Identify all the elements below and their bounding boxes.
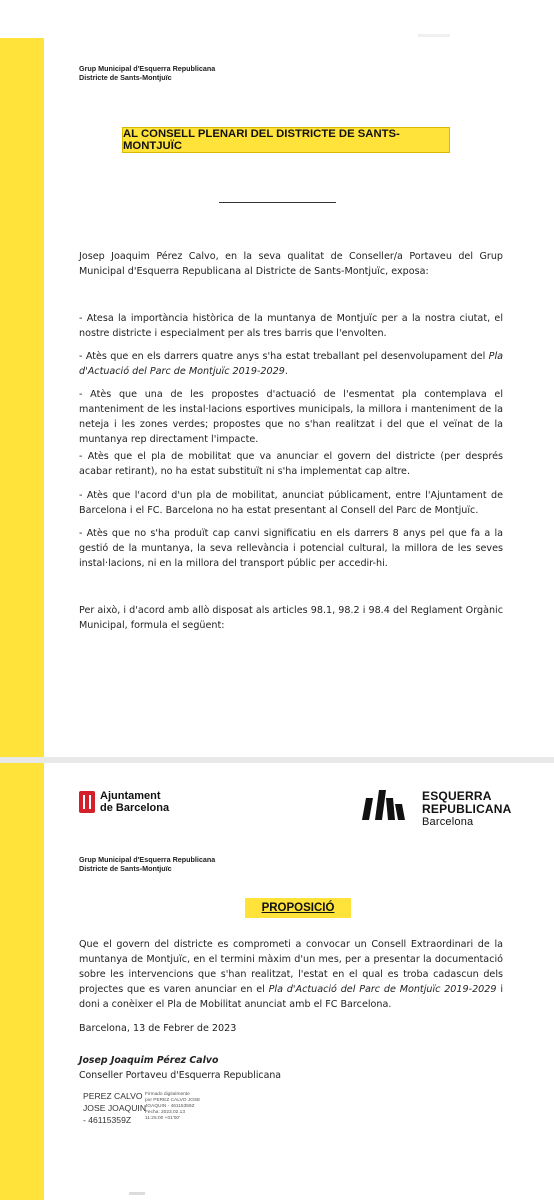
- erc-name-line1: ESQUERRA: [422, 789, 492, 803]
- exposition-item-5: - Atès que l'acord d'un pla de mobilitat, anunciat públicament, entre l'Ajuntament de Barcelona i el FC. Barcelona no ha estat presentant al Consell del Parc de Montjuïc.: [79, 490, 503, 516]
- group-name: Grup Municipal d'Esquerra Republicana: [79, 855, 216, 864]
- closing-paragraph: Per això, i d'acord amb allò disposat als articles 98.1, 98.2 i 98.4 del Reglament Orgànic Municipal, formula el següent:: [79, 605, 503, 631]
- signer-name: Josep Joaquim Pérez Calvo: [79, 1055, 219, 1066]
- scan-mark: [418, 34, 450, 37]
- digital-signature-name: PEREZ CALVO JOSE JOAQUIN - 46115359Z: [83, 1091, 147, 1125]
- erc-city: Barcelona: [422, 816, 474, 828]
- exposition-item-3: - Atès que una de les propostes d'actuació de l'esmentat pla contemplava el manteniment de les instal·lacions esportives municipals, la millora i manteniment de la neteja i les zones verdes; propostes que no s'han realitzat i del que el veïnat de la muntanya rep directament l'impacte.: [79, 389, 503, 445]
- group-name: Grup Municipal d'Esquerra Republicana: [79, 64, 216, 73]
- ajuntament-name: Ajuntament: [100, 790, 161, 802]
- group-header: [79, 64, 215, 82]
- separator-line: [219, 202, 336, 203]
- exposition-item-2: - Atès que en els darrers quatre anys s'ha estat treballant pel desenvolupament del Pla d'Actuació del Parc de Montjuïc 2019-2029.: [79, 351, 503, 377]
- exposition-item-1: - Atesa la importància històrica de la muntanya de Montjuïc per a la nostra ciutat, el nostre districte i especialment per als tres barris que l'envolten.: [79, 313, 503, 339]
- digital-signature-details: Firmado digitalmente por PEREZ CALVO JOSE JOAQUIN - 46115359Z Fecha: 2023.02.13 11:25:00 +01'00': [145, 1092, 201, 1121]
- addressee-title: AL CONSELL PLENARI DEL DISTRICTE DE SANTS-MONTJUÏC: [122, 127, 450, 153]
- proposal-heading: PROPOSICIÓ: [245, 898, 351, 918]
- ajuntament-emblem-icon: [79, 791, 95, 813]
- district-name: Districte de Sants-Montjuïc: [79, 864, 172, 873]
- intro-paragraph: Josep Joaquim Pérez Calvo, en la seva qualitat de Conseller/a Portaveu del Grup Municipal d'Esquerra Republicana al Districte de Sants-Montjuïc, exposa:: [79, 251, 503, 277]
- plan-name: Pla d'Actuació del Parc de Montjuïc 2019-2029: [79, 351, 503, 377]
- erc-flag-icon: [362, 790, 412, 820]
- exposition-item-6: - Atès que no s'ha produït cap canvi significatiu en els darrers 8 anys pel que fa a la gestió de la muntanya, la seva rellevància i potencial cultural, la millora de les seves instal·lacions, ni en la millora del transport públic per accedir-hi.: [79, 528, 503, 569]
- erc-logo: [362, 790, 512, 829]
- ajuntament-logo: [79, 790, 169, 814]
- district-name: Districte de Sants-Montjuïc: [79, 73, 172, 82]
- yellow-margin-bar: [0, 763, 44, 1200]
- document-date: Barcelona, 13 de Febrer de 2023: [79, 1023, 237, 1034]
- erc-name-line2: REPUBLICANA: [422, 802, 512, 816]
- scan-mark: [129, 1192, 145, 1195]
- group-header-2: [79, 855, 215, 873]
- exposition-item-4: - Atès que el pla de mobilitat que va anunciar el govern del districte (per després acabar retirant), no ha estat substituït ni s'ha implementat cap altre.: [79, 451, 503, 477]
- plan-name: Pla d'Actuació del Parc de Montjuïc 2019-2029: [268, 984, 497, 995]
- ajuntament-city: de Barcelona: [100, 802, 170, 814]
- proposal-body: Que el govern del districte es comprometi a convocar un Consell Extraordinari de la muntanya de Montjuïc, en el termini màxim d'un mes, per a presentar la documentació sobre les intervencions que s'han realitzat, l'estat en el qual es troba cadascun dels projectes que es varen anunciar en el Pla d'Actuació del Parc de Montjuïc 2019-2029 i doni a conèixer el Pla de Mobilitat anunciat amb el FC Barcelona.: [79, 939, 503, 1010]
- yellow-margin-bar: [0, 38, 44, 757]
- signer-role: Conseller Portaveu d'Esquerra Republicana: [79, 1070, 282, 1081]
